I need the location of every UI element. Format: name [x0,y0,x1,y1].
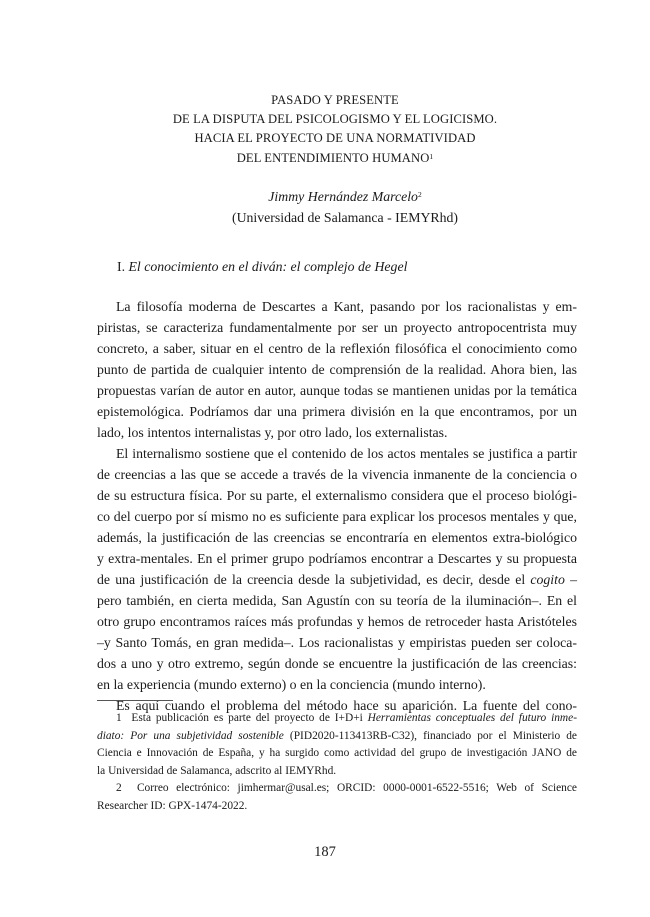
text-line: epistemológica. Podríamos dar una primera división en la que encontramos, por un [97,404,577,419]
text-line: otro grupo encontramos raíces más profundas y hemos de retroceder hasta Aristóteles [97,614,577,629]
footnotes [97,710,577,816]
author-block [160,187,530,228]
text-line: propuestas varían de autor en autor, aunque todas se mantienen unidas por la temática [97,383,577,398]
footnote-text: Esta publicación es parte del proyecto de I+D+i [131,712,363,724]
paragraph [97,443,577,695]
text-line: pero también, en cierta medida, San Agustín con su teoría de la iluminación–. En el [97,593,577,608]
text-line: de creencias a las que se accede a través de la vivencia inmanente de la conciencia o [97,467,577,482]
footnote-marker-2[interactable]: 2 [417,190,422,199]
text-line: lado, los intentos internalistas y, por otro lado, los externalistas. [97,425,448,440]
footnote-line: la Universidad de Salamanca, adscrito al IEMYRhd. [97,764,337,777]
text-line: –y Santo Tomás, en gran medida–. Los racionalistas y empiristas pueden ser coloca- [97,635,577,650]
text-line: El internalismo sostiene que el contenido de los actos mentales se justifica a partir [116,446,577,461]
footnote-line: Researcher ID: GPX-1474-2022. [97,799,248,812]
author-name: Jimmy Hernández Marcelo [268,189,418,204]
author-line [160,187,530,208]
title-line-text: DEL ENTENDIMIENTO HUMANO [236,150,430,165]
footnote-marker-1[interactable]: 1 [429,151,434,161]
text-line: de su estructura física. Por su parte, el externalismo considera que el proceso biológi- [97,488,577,503]
section-number: I. [117,259,126,274]
footnote-number: 2 [116,782,122,795]
footnote-italic: diato: Por una subjetividad sostenible [97,729,284,742]
title-line: HACIA EL PROYECTO DE UNA NORMATIVIDAD [194,131,476,146]
title-line: PASADO Y PRESENTE [271,93,399,107]
footnote-line [97,728,577,746]
footnote-italic: Herramientas conceptuales del futuro inme- [367,712,578,724]
text-line: La filosofía moderna de Descartes a Kant, pasando por los racionalistas y em- [116,299,577,314]
body-text [97,296,577,716]
text-span: – [570,572,577,587]
text-line: además, la justificación de las creencias se encontraría en elementos extra-biológico [97,530,577,545]
title-line [80,149,590,168]
text-line: y extra-mentales. En el primer grupo podríamos encontrar a Descartes y su propuesta [97,551,577,566]
author-affiliation: (Universidad de Salamanca - IEMYRhd) [231,209,459,225]
text-line: Es aquí cuando el problema del método hace su aparición. La fuente del cono- [116,698,577,713]
footnote-line: Ciencia e Innovación de España, y ha surgido como actividad del grupo de investigación JANO de [97,747,577,760]
text-line: en la experiencia (mundo externo) o en la conciencia (mundo interno). [97,677,486,692]
section-heading [117,259,407,275]
text-line: dos a uno y otro extremo, según donde se encuentre la justificación de las creencias: [97,656,577,671]
footnote-text: (PID2020-113413RB-C32), financiado por el Ministerio de [289,729,577,742]
text-line: co del cuerpo por sí mismo no es suficiente para explicar los procesos mentales y que, [97,509,577,524]
title-line: DE LA DISPUTA DEL PSICOLOGISMO Y EL LOGICISMO. [172,112,498,127]
footnote-text: Correo electrónico: jimhermar@usal.es; ORCID: 0000-0001-6522-5516; Web of Science [136,782,577,795]
paragraph [97,296,577,443]
footnote-1 [97,710,577,728]
italic-term: cogito [530,572,565,587]
footnote-2 [97,780,577,798]
text-line: concreto, a saber, situar en el centro de la reflexión filosófica el conocimiento como [97,341,577,356]
footnote-divider [97,700,173,701]
text-line [97,569,577,590]
chapter-title [80,91,590,168]
page-number: 187 [314,844,336,860]
text-span: de una justificación de la creencia desde la subjetividad, es decir, desde el [97,572,526,587]
text-line: piristas, se caracteriza fundamentalmente por ser un proyecto antropocentrista muy [97,320,577,335]
text-line: punto de partida de cualquier intento de comprensión de la realidad. Ahora bien, las [97,362,577,377]
footnote-number: 1 [116,712,122,724]
section-title: El conocimiento en el diván: el complejo de Hegel [128,259,408,274]
